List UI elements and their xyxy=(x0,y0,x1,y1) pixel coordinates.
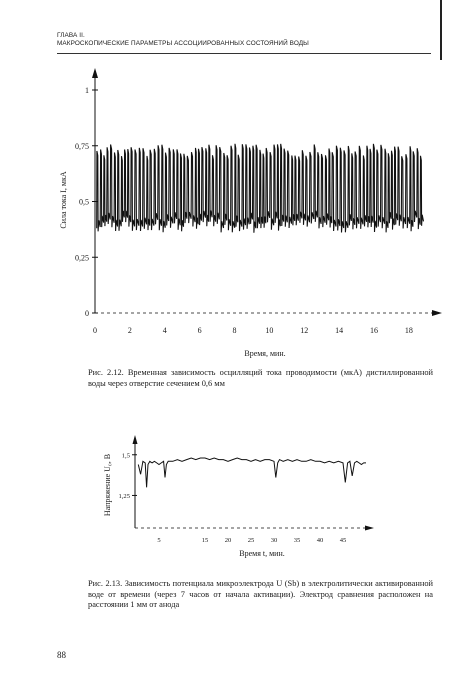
x-tick-label: 5 xyxy=(157,537,161,544)
x-tick-label: 10 xyxy=(265,326,274,335)
y-tick-label: 1 xyxy=(85,86,89,95)
y-axis-label: Сила тока I, мкА xyxy=(59,171,68,229)
x-tick-label: 35 xyxy=(293,537,301,544)
x-tick-label: 12 xyxy=(300,326,309,335)
header-title: МАКРОСКОПИЧЕСКИЕ ПАРАМЕТРЫ АССОЦИИРОВАННЫХ СОСТОЯНИЙ ВОДЫ xyxy=(57,40,309,47)
page-number: 88 xyxy=(57,650,66,660)
y-tick-label: 0,25 xyxy=(75,253,89,263)
x-tick-label: 25 xyxy=(247,537,255,544)
y-tick-label: 1,5 xyxy=(121,452,130,460)
y-axis-arrow xyxy=(133,435,138,444)
x-tick-label: 14 xyxy=(335,326,344,335)
x-tick-label: 20 xyxy=(224,537,232,544)
y-tick-label: 0 xyxy=(85,309,89,318)
figure-2-12-caption: Рис. 2.12. Временная зависимость осцилляций тока проводимости (мкА) дистиллированной воды через отверстие сечением 0,6 мм xyxy=(88,368,433,388)
x-tick-label: 6 xyxy=(197,326,202,335)
y-tick-label: 0,75 xyxy=(75,141,89,151)
potential-series xyxy=(138,458,366,487)
x-axis-arrow xyxy=(365,526,374,531)
y-tick-label: 1,25 xyxy=(118,492,130,500)
x-axis-label: Время t, мин. xyxy=(239,549,285,558)
header-chapter: ГЛАВА II. xyxy=(57,32,85,39)
x-tick-label: 4 xyxy=(162,326,167,335)
x-tick-label: 30 xyxy=(270,537,278,544)
x-tick-label: 40 xyxy=(316,537,324,544)
y-axis-label: Напряжение U₀, В xyxy=(103,453,112,517)
x-tick-label: 2 xyxy=(127,326,132,335)
x-tick-label: 16 xyxy=(369,326,378,335)
y-tick-label: 0,5 xyxy=(79,197,89,207)
x-tick-label: 0 xyxy=(93,326,97,335)
x-axis-label: Время, мин. xyxy=(244,349,286,358)
x-tick-label: 18 xyxy=(404,326,413,335)
x-tick-label: 8 xyxy=(232,326,237,335)
x-tick-label: 15 xyxy=(201,537,209,544)
x-tick-label: 45 xyxy=(339,537,347,544)
figure-2-13-caption: Рис. 2.13. Зависимость потенциала микроэлектрода U (Sb) в электролитически активированной воде от времени (через 7 часов от начала активации). Электрод сравнения расположен на расстоянии 1 мм от анода xyxy=(88,579,433,610)
